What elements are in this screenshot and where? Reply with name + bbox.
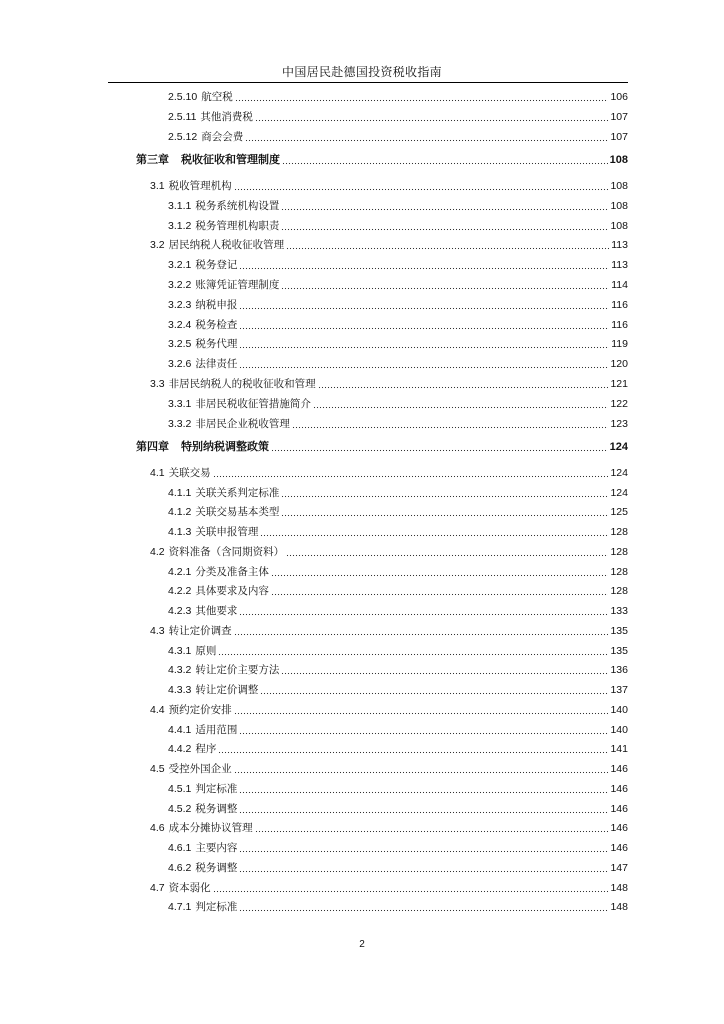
toc-entry[interactable] (168, 314, 628, 332)
toc-entry-page: 113 (611, 259, 628, 271)
toc-entry-title: 账簿凭证管理制度 (195, 279, 280, 291)
toc-entry-page: 108 (610, 200, 628, 212)
toc-dot-leader (239, 353, 608, 371)
toc-entry-number: 4.1.1 (168, 487, 192, 499)
toc-entry-page: 141 (610, 743, 628, 755)
toc-entry-title: 税务代理 (195, 338, 238, 350)
toc-entry-page: 140 (610, 704, 628, 716)
toc-entry-number: 2.5.10 (168, 91, 198, 103)
toc-dot-leader (234, 699, 609, 717)
toc-entry-title: 非居民企业税收管理 (195, 418, 290, 430)
toc-entry-number: 4.3 (150, 625, 165, 637)
toc-entry[interactable] (168, 798, 628, 816)
toc-entry-title: 受控外国企业 (168, 763, 232, 775)
toc-entry-title: 转让定价调查 (168, 625, 232, 637)
toc-entry-page: 120 (610, 358, 628, 370)
toc-chapter-entry[interactable] (136, 149, 628, 167)
toc-entry[interactable] (168, 521, 628, 539)
toc-dot-leader (271, 580, 609, 598)
toc-dot-leader (234, 758, 609, 776)
toc-entry-title: 非居民税收征管措施简介 (195, 398, 311, 410)
toc-dot-leader (282, 149, 608, 167)
toc-entry-page: 107 (610, 111, 628, 123)
toc-entry-page: 140 (610, 724, 628, 736)
toc-entry-number: 2.5.12 (168, 131, 198, 143)
toc-entry-title: 税收征收和管理制度 (181, 153, 280, 166)
toc-entry-number: 3.2.6 (168, 358, 192, 370)
toc-entry-page: 135 (610, 645, 628, 657)
toc-entry[interactable] (150, 877, 628, 895)
toc-dot-leader (239, 294, 609, 312)
toc-entry[interactable] (168, 333, 628, 351)
toc-dot-leader (239, 837, 608, 855)
toc-entry-title: 预约定价安排 (168, 704, 232, 716)
toc-entry-page: 106 (610, 91, 628, 103)
toc-dot-leader (218, 738, 608, 756)
toc-entry-number: 4.2.3 (168, 605, 192, 617)
toc-entry-number: 4.1.2 (168, 506, 192, 518)
toc-entry-number: 3.1.1 (168, 200, 192, 212)
toc-entry[interactable] (168, 413, 628, 431)
toc-entry-number: 4.4.2 (168, 743, 192, 755)
toc-entry-title: 转让定价调整 (195, 684, 259, 696)
toc-dot-leader (218, 640, 608, 658)
toc-entry-number: 3.2.3 (168, 299, 192, 311)
toc-entry-page: 146 (610, 763, 628, 775)
toc-entry-title: 成本分摊协议管理 (168, 822, 253, 834)
toc-entry-number: 4.5 (150, 763, 165, 775)
toc-dot-leader (281, 215, 608, 233)
toc-entry-title: 法律责任 (195, 358, 238, 370)
toc-dot-leader (271, 436, 608, 454)
toc-entry-page: 116 (611, 319, 628, 331)
toc-entry[interactable] (168, 274, 628, 292)
toc-dot-leader (239, 600, 608, 618)
toc-entry-number: 第三章 (136, 154, 169, 166)
toc-dot-leader (213, 877, 609, 895)
toc-entry-page: 121 (610, 378, 628, 390)
toc-entry-title: 税务系统机构设置 (195, 200, 280, 212)
toc-dot-leader (260, 521, 608, 539)
toc-dot-leader (234, 175, 609, 193)
toc-dot-leader (213, 462, 609, 480)
toc-entry-page: 128 (610, 566, 628, 578)
toc-dot-leader (281, 482, 608, 500)
toc-entry-number: 4.3.1 (168, 645, 192, 657)
toc-entry-title: 关联交易 (168, 467, 211, 479)
toc-dot-leader (239, 896, 608, 914)
toc-entry-title: 资本弱化 (168, 882, 211, 894)
toc-entry-number: 3.3.2 (168, 418, 192, 430)
toc-entry[interactable] (168, 215, 628, 233)
toc-entry-title: 分类及准备主体 (195, 566, 269, 578)
toc-entry[interactable] (150, 620, 628, 638)
toc-entry-page: 108 (610, 220, 628, 232)
toc-entry-page: 146 (610, 783, 628, 795)
toc-entry[interactable] (168, 896, 628, 914)
toc-entry-title: 具体要求及内容 (195, 585, 269, 597)
toc-entry-title: 商会会费 (201, 131, 244, 143)
toc-entry-number: 4.7 (150, 882, 165, 894)
toc-entry-title: 税务检查 (195, 319, 238, 331)
toc-entry-title: 关联交易基本类型 (195, 506, 280, 518)
toc-entry-page: 108 (610, 180, 628, 192)
toc-entry-page: 146 (610, 842, 628, 854)
toc-entry[interactable] (168, 600, 628, 618)
toc-entry-number: 4.1.3 (168, 526, 192, 538)
toc-entry-page: 146 (610, 822, 628, 834)
toc-entry-number: 3.1.2 (168, 220, 192, 232)
toc-entry-page: 119 (611, 338, 628, 350)
page-number: 2 (359, 939, 365, 950)
toc-entry[interactable] (168, 640, 628, 658)
toc-entry-number: 3.2.5 (168, 338, 192, 350)
toc-dot-leader (255, 106, 609, 124)
toc-dot-leader (292, 413, 609, 431)
toc-entry[interactable] (150, 541, 628, 559)
toc-entry[interactable] (168, 679, 628, 697)
toc-entry-title: 税务管理机构职责 (195, 220, 280, 232)
toc-entry-title: 其他消费税 (200, 111, 253, 123)
toc-entry-title: 资料准备（含同期资料） (168, 546, 285, 558)
toc-entry-page: 147 (610, 862, 628, 874)
toc-entry-number: 第四章 (136, 441, 169, 453)
toc-dot-leader (281, 195, 608, 213)
toc-entry-page: 108 (609, 154, 628, 166)
toc-dot-leader (245, 126, 608, 144)
toc-entry-title: 税务调整 (195, 803, 238, 815)
toc-dot-leader (281, 659, 608, 677)
toc-entry[interactable] (150, 817, 628, 835)
toc-entry[interactable] (168, 837, 628, 855)
toc-dot-leader (239, 798, 608, 816)
toc-dot-leader (239, 254, 609, 272)
toc-entry-title: 航空税 (201, 91, 233, 103)
toc-entry-number: 4.2.2 (168, 585, 192, 597)
toc-entry-title: 原则 (195, 645, 217, 657)
toc-entry-number: 4.6.1 (168, 842, 192, 854)
toc-entry-number: 2.5.11 (168, 111, 197, 123)
toc-entry-title: 税务登记 (195, 259, 238, 271)
toc-dot-leader (281, 501, 608, 519)
toc-entry[interactable] (168, 857, 628, 875)
toc-entry-title: 居民纳税人税收征收管理 (168, 239, 285, 251)
toc-entry-number: 4.4 (150, 704, 165, 716)
toc-entry-page: 133 (610, 605, 628, 617)
toc-entry[interactable] (168, 393, 628, 411)
toc-entry-number: 4.5.2 (168, 803, 192, 815)
toc-entry-page: 148 (610, 901, 628, 913)
toc-entry-page: 116 (611, 299, 628, 311)
toc-entry[interactable] (168, 501, 628, 519)
toc-dot-leader (318, 373, 609, 391)
toc-entry[interactable] (168, 659, 628, 677)
toc-entry-title: 程序 (195, 743, 217, 755)
toc-entry-page: 123 (610, 418, 628, 430)
toc-entry-number: 4.4.1 (168, 724, 192, 736)
toc-entry[interactable] (150, 462, 628, 480)
toc-entry-title: 关联关系判定标准 (195, 487, 280, 499)
toc-entry[interactable] (168, 778, 628, 796)
toc-entry-page: 122 (610, 398, 628, 410)
toc-dot-leader (286, 541, 608, 559)
toc-entry-number: 3.3.1 (168, 398, 192, 410)
toc-entry-page: 128 (610, 585, 628, 597)
toc-dot-leader (286, 234, 609, 252)
toc-entry-title: 其他要求 (195, 605, 238, 617)
toc-entry-page: 107 (610, 131, 628, 143)
toc-dot-leader (281, 274, 609, 292)
toc-entry[interactable] (168, 294, 628, 312)
toc-entry-page: 114 (611, 279, 628, 291)
toc-entry[interactable] (150, 699, 628, 717)
page-header-title: 中国居民赴德国投资税收指南 (282, 65, 442, 79)
toc-entry-number: 4.3.2 (168, 664, 192, 676)
toc-entry-number: 4.2.1 (168, 566, 192, 578)
toc-entry-title: 非居民纳税人的税收征收和管理 (168, 378, 316, 390)
toc-entry-page: 137 (610, 684, 628, 696)
toc-dot-leader (260, 679, 608, 697)
toc-entry[interactable] (168, 482, 628, 500)
toc-entry[interactable] (168, 561, 628, 579)
toc-entry-number: 4.2 (150, 546, 165, 558)
toc-entry-title: 关联申报管理 (195, 526, 259, 538)
toc-entry[interactable] (150, 373, 628, 391)
toc-entry-title: 适用范围 (195, 724, 238, 736)
toc-entry-title: 特别纳税调整政策 (181, 440, 269, 453)
toc-entry-number: 4.3.3 (168, 684, 192, 696)
toc-entry-number: 3.2.1 (168, 259, 192, 271)
toc-dot-leader (255, 817, 609, 835)
toc-entry-page: 113 (611, 239, 628, 251)
toc-entry-page: 124 (609, 441, 628, 453)
toc-dot-leader (239, 314, 609, 332)
toc-entry-number: 3.3 (150, 378, 165, 390)
toc-entry[interactable] (168, 254, 628, 272)
toc-entry-number: 3.2 (150, 239, 165, 251)
toc-entry-number: 4.5.1 (168, 783, 192, 795)
toc-entry-title: 主要内容 (195, 842, 238, 854)
toc-dot-leader (234, 620, 609, 638)
toc-entry[interactable] (150, 758, 628, 776)
toc-entry-title: 转让定价主要方法 (195, 664, 280, 676)
toc-entry-number: 3.2.4 (168, 319, 192, 331)
toc-entry[interactable] (168, 126, 628, 144)
toc-entry-number: 3.1 (150, 180, 165, 192)
toc-entry-title: 判定标准 (195, 783, 238, 795)
toc-dot-leader (271, 561, 609, 579)
toc-entry[interactable] (168, 106, 628, 124)
toc-entry-page: 124 (610, 467, 628, 479)
toc-entry[interactable] (168, 719, 628, 737)
toc-entry-page: 128 (610, 526, 628, 538)
toc-entry-page: 136 (610, 664, 628, 676)
toc-entry-number: 4.6.2 (168, 862, 192, 874)
toc-dot-leader (239, 333, 609, 351)
toc-entry-page: 128 (610, 546, 628, 558)
toc-entry[interactable] (168, 195, 628, 213)
toc-dot-leader (239, 719, 608, 737)
toc-entry[interactable] (168, 353, 628, 371)
toc-dot-leader (313, 393, 609, 411)
toc-entry-page: 146 (610, 803, 628, 815)
toc-entry[interactable] (150, 175, 628, 193)
toc-entry[interactable] (168, 580, 628, 598)
toc-dot-leader (239, 778, 608, 796)
toc-dot-leader (239, 857, 608, 875)
toc-entry-title: 税务调整 (195, 862, 238, 874)
toc-entry-title: 判定标准 (195, 901, 238, 913)
toc-entry-page: 135 (610, 625, 628, 637)
toc-entry-title: 纳税申报 (195, 299, 238, 311)
header-divider (108, 82, 628, 83)
toc-entry[interactable] (150, 234, 628, 252)
toc-entry-title: 税收管理机构 (168, 180, 232, 192)
toc-entry-number: 3.2.2 (168, 279, 192, 291)
toc-entry[interactable] (168, 86, 628, 104)
toc-entry-number: 4.1 (150, 467, 165, 479)
toc-chapter-entry[interactable] (136, 436, 628, 454)
toc-entry-number: 4.6 (150, 822, 165, 834)
toc-entry-number: 4.7.1 (168, 901, 192, 913)
toc-entry[interactable] (168, 738, 628, 756)
toc-dot-leader (235, 86, 609, 104)
toc-entry-page: 148 (610, 882, 628, 894)
toc-entry-page: 125 (610, 506, 628, 518)
toc-entry-page: 124 (610, 487, 628, 499)
